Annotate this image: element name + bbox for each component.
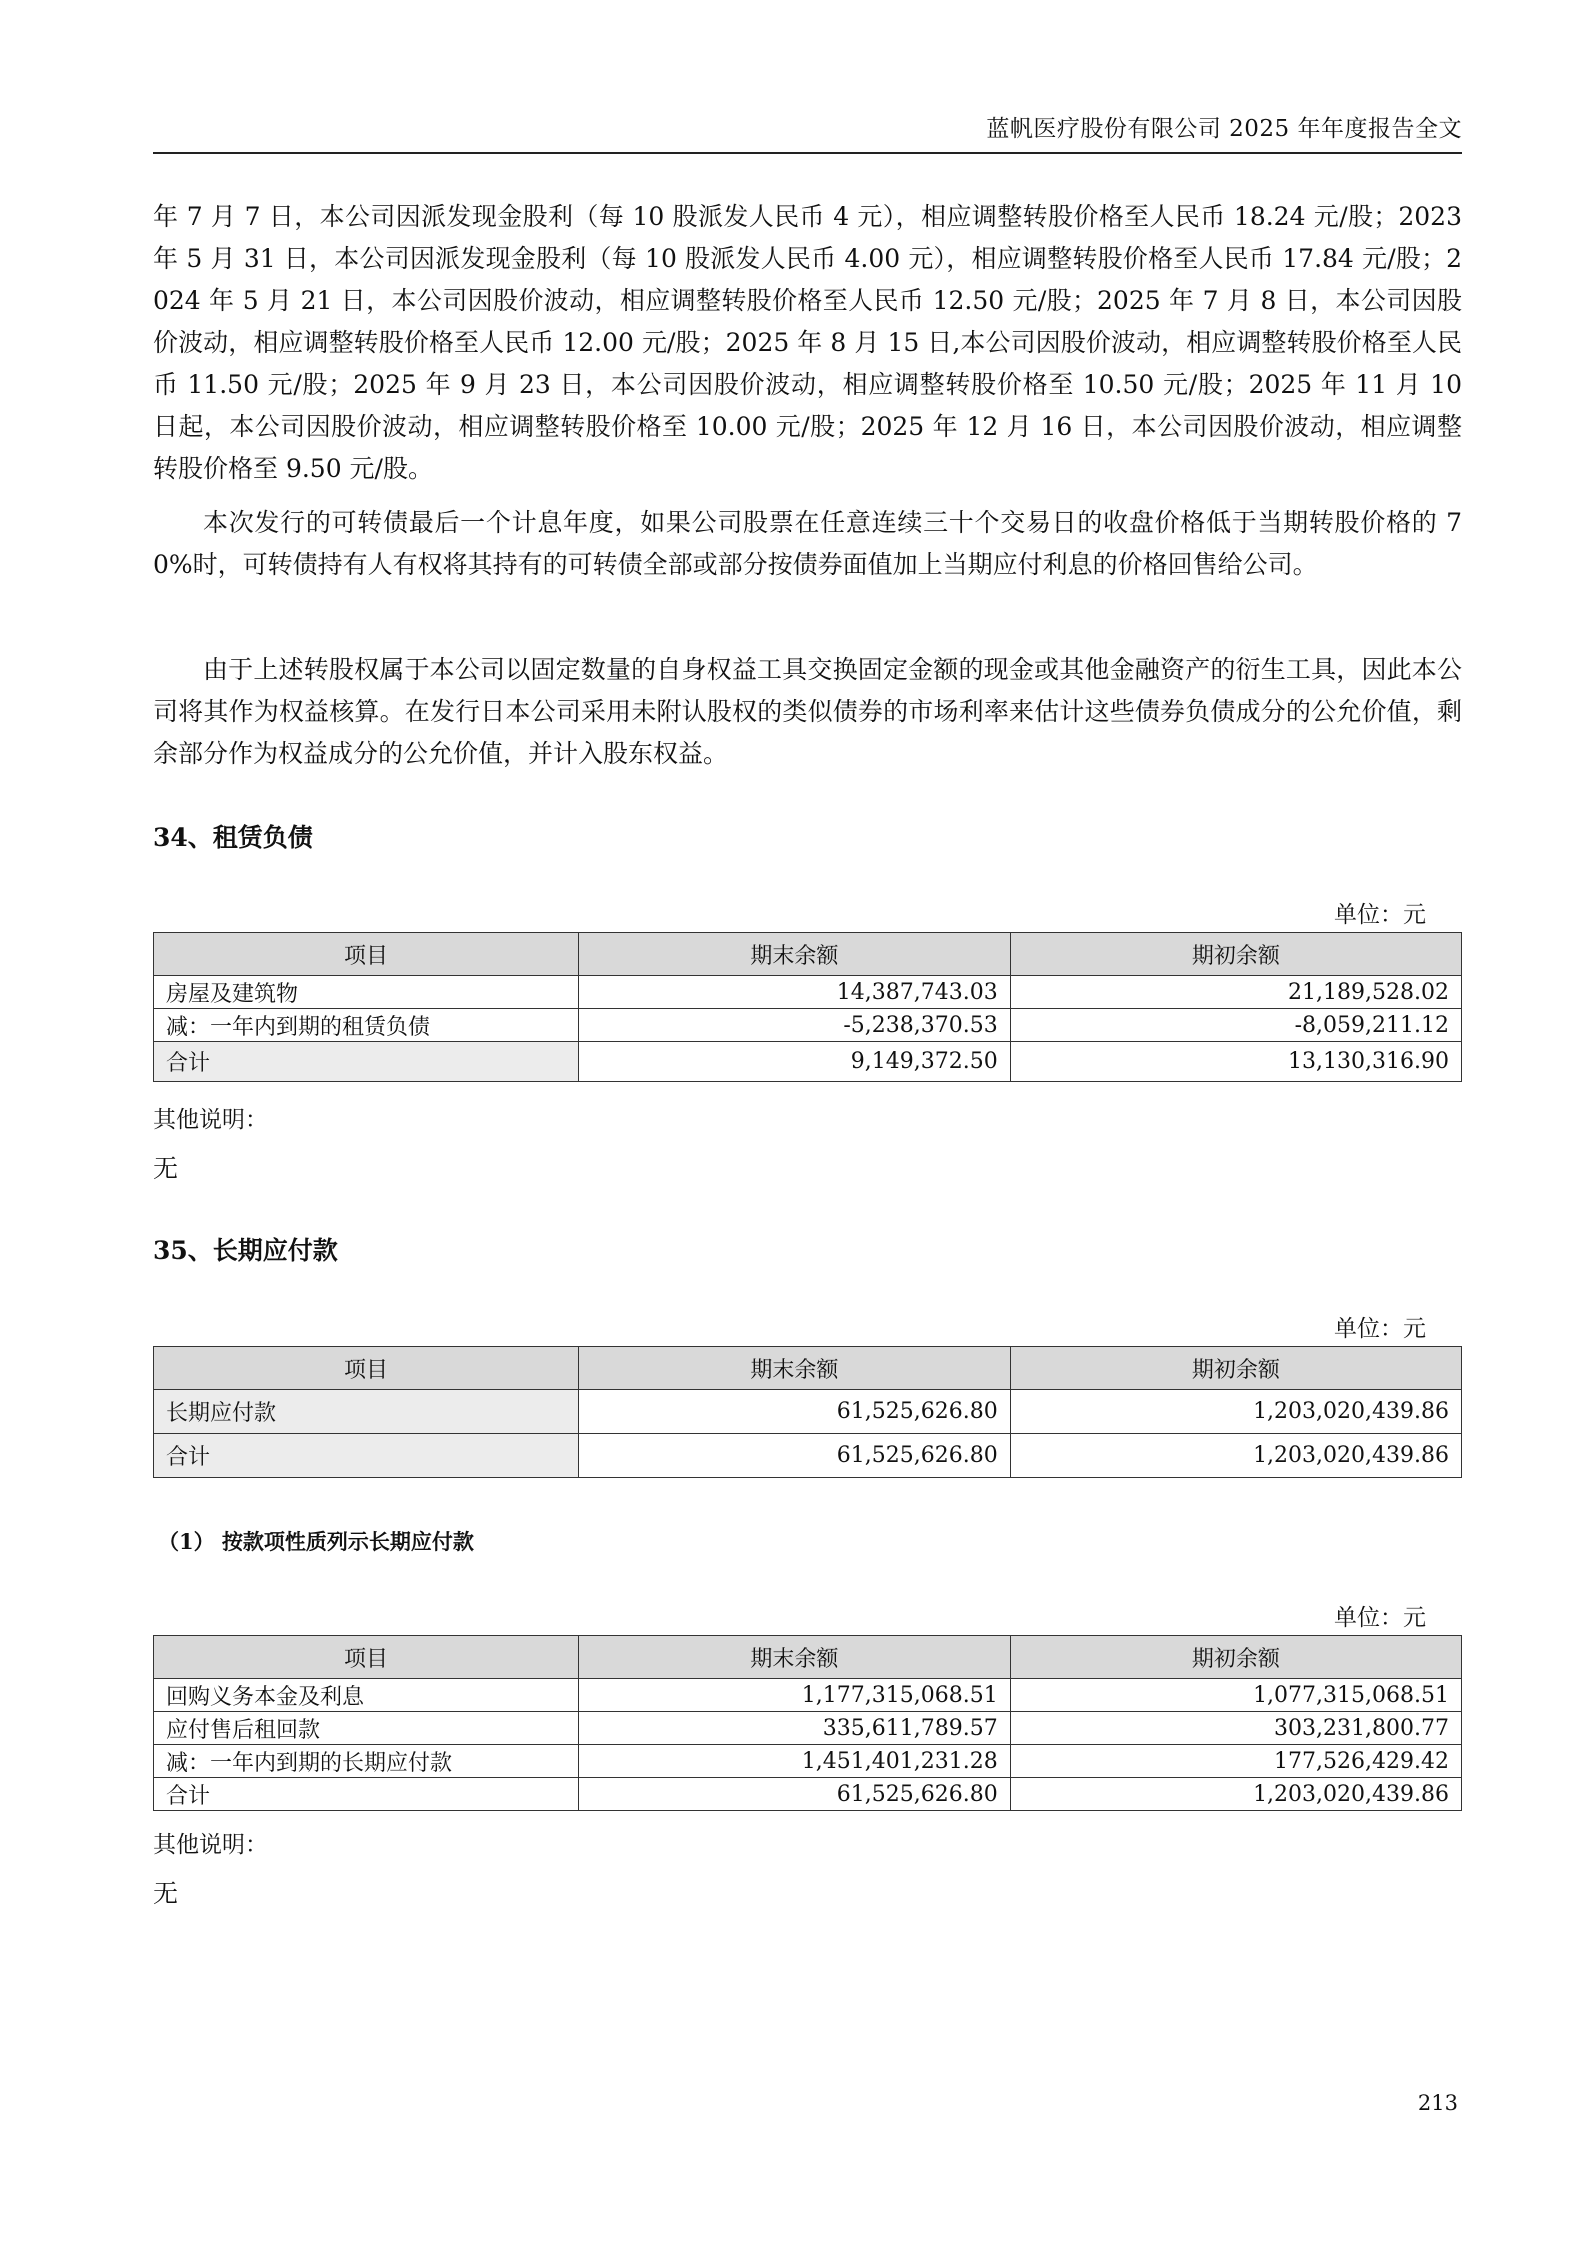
column-header-beginning-balance: 期初余额 (1010, 933, 1461, 976)
row-label: 合计 (154, 1042, 579, 1082)
table-row (154, 1390, 1462, 1434)
table-row (154, 1712, 1462, 1745)
column-header-beginning-balance: 期初余额 (1010, 1636, 1461, 1679)
column-header-ending-balance: 期末余额 (579, 1347, 1011, 1390)
row-label: 减：一年内到期的租赁负债 (154, 1009, 579, 1042)
ending-balance-cell: 14,387,743.03 (579, 976, 1011, 1009)
row-label: 回购义务本金及利息 (154, 1679, 579, 1712)
section-heading-lease-liabilities: 34、租赁负债 (153, 823, 313, 852)
other-notes-value: 无 (153, 1879, 179, 1908)
beginning-balance-cell: 177,526,429.42 (1010, 1745, 1461, 1778)
unit-label: 单位：元 (1334, 1316, 1426, 1342)
other-notes-value: 无 (153, 1154, 179, 1183)
header-divider (153, 152, 1462, 154)
table-total-row (154, 1778, 1462, 1811)
subsection-heading-payables-by-nature: （1） 按款项性质列示长期应付款 (158, 1529, 474, 1554)
table-header-row (154, 933, 1462, 976)
table-row (154, 976, 1462, 1009)
report-header-title: 蓝帆医疗股份有限公司 2025 年年度报告全文 (986, 116, 1462, 142)
table-header-row (154, 1636, 1462, 1679)
page-number: 213 (1417, 2091, 1458, 2115)
other-notes-label: 其他说明： (153, 1832, 268, 1858)
table-total-row (154, 1042, 1462, 1082)
paragraph-conversion-price-adjustments: 年 7 月 7 日，本公司因派发现金股利（每 10 股派发人民币 4 元），相应调整转股价格至人民币 18.24 元/股；2023 年 5 月 31 日，本公司因派发现金股利（每 10 股派发人民币 4.00 元），相应调整转股价格至人民币 17.84 元/股；2024 年 5 月 21 日，本公司因股价波动，相应调整转股价格至人民币 12.50 元/股；2025 年 7 月 8 日，本公司因股价波动，相应调整转股价格至人民币 12.00 元/股；2025 年 8 月 15 日,本公司因股价波动，相应调整转股价格至人民币 11.50 元/股；2025 年 9 月 23 日，本公司因股价波动，相应调整转股价格至 10.50 元/股；2025 年 11 月 10 日起，本公司因股价波动，相应调整转股价格至 10.00 元/股；2025 年 12 月 16 日，本公司因股价波动，相应调整转股价格至 9.50 元/股。 (153, 202, 1462, 483)
column-header-beginning-balance: 期初余额 (1010, 1347, 1461, 1390)
ending-balance-cell: 1,177,315,068.51 (579, 1679, 1011, 1712)
row-label: 应付售后租回款 (154, 1712, 579, 1745)
ending-balance-cell: 61,525,626.80 (579, 1434, 1011, 1478)
beginning-balance-cell: 1,203,020,439.86 (1010, 1390, 1461, 1434)
row-label: 减：一年内到期的长期应付款 (154, 1745, 579, 1778)
lease-liabilities-table (153, 932, 1462, 1082)
unit-label: 单位：元 (1334, 902, 1426, 928)
beginning-balance-cell: 1,203,020,439.86 (1010, 1434, 1461, 1478)
column-header-item: 项目 (154, 1347, 579, 1390)
long-term-payables-table (153, 1346, 1462, 1478)
row-label: 合计 (154, 1434, 579, 1478)
column-header-item: 项目 (154, 1636, 579, 1679)
ending-balance-cell: -5,238,370.53 (579, 1009, 1011, 1042)
beginning-balance-cell: -8,059,211.12 (1010, 1009, 1461, 1042)
paragraph-equity-accounting: 由于上述转股权属于本公司以固定数量的自身权益工具交换固定金额的现金或其他金融资产的衍生工具，因此本公司将其作为权益核算。在发行日本公司采用未附认股权的类似债券的市场利率来估计这些债券负债成分的公允价值，剩余部分作为权益成分的公允价值，并计入股东权益。 (153, 655, 1462, 768)
beginning-balance-cell: 303,231,800.77 (1010, 1712, 1461, 1745)
ending-balance-cell: 1,451,401,231.28 (579, 1745, 1011, 1778)
table-total-row (154, 1434, 1462, 1478)
paragraph-put-back-clause: 本次发行的可转债最后一个计息年度，如果公司股票在任意连续三十个交易日的收盘价格低于当期转股价格的 70%时，可转债持有人有权将其持有的可转债全部或部分按债券面值加上当期应付利息的价格回售给公司。 (153, 508, 1462, 579)
payables-by-nature-table (153, 1635, 1462, 1811)
table-header-row (154, 1347, 1462, 1390)
beginning-balance-cell: 13,130,316.90 (1010, 1042, 1461, 1082)
ending-balance-cell: 335,611,789.57 (579, 1712, 1011, 1745)
column-header-item: 项目 (154, 933, 579, 976)
row-label: 房屋及建筑物 (154, 976, 579, 1009)
beginning-balance-cell: 1,077,315,068.51 (1010, 1679, 1461, 1712)
table-row (154, 1679, 1462, 1712)
row-label: 合计 (154, 1778, 579, 1811)
column-header-ending-balance: 期末余额 (579, 933, 1011, 976)
ending-balance-cell: 61,525,626.80 (579, 1778, 1011, 1811)
unit-label: 单位：元 (1334, 1605, 1426, 1631)
section-heading-long-term-payables: 35、长期应付款 (153, 1236, 338, 1265)
ending-balance-cell: 9,149,372.50 (579, 1042, 1011, 1082)
other-notes-label: 其他说明： (153, 1107, 268, 1133)
ending-balance-cell: 61,525,626.80 (579, 1390, 1011, 1434)
column-header-ending-balance: 期末余额 (579, 1636, 1011, 1679)
beginning-balance-cell: 1,203,020,439.86 (1010, 1778, 1461, 1811)
row-label: 长期应付款 (154, 1390, 579, 1434)
beginning-balance-cell: 21,189,528.02 (1010, 976, 1461, 1009)
table-row (154, 1745, 1462, 1778)
table-row (154, 1009, 1462, 1042)
